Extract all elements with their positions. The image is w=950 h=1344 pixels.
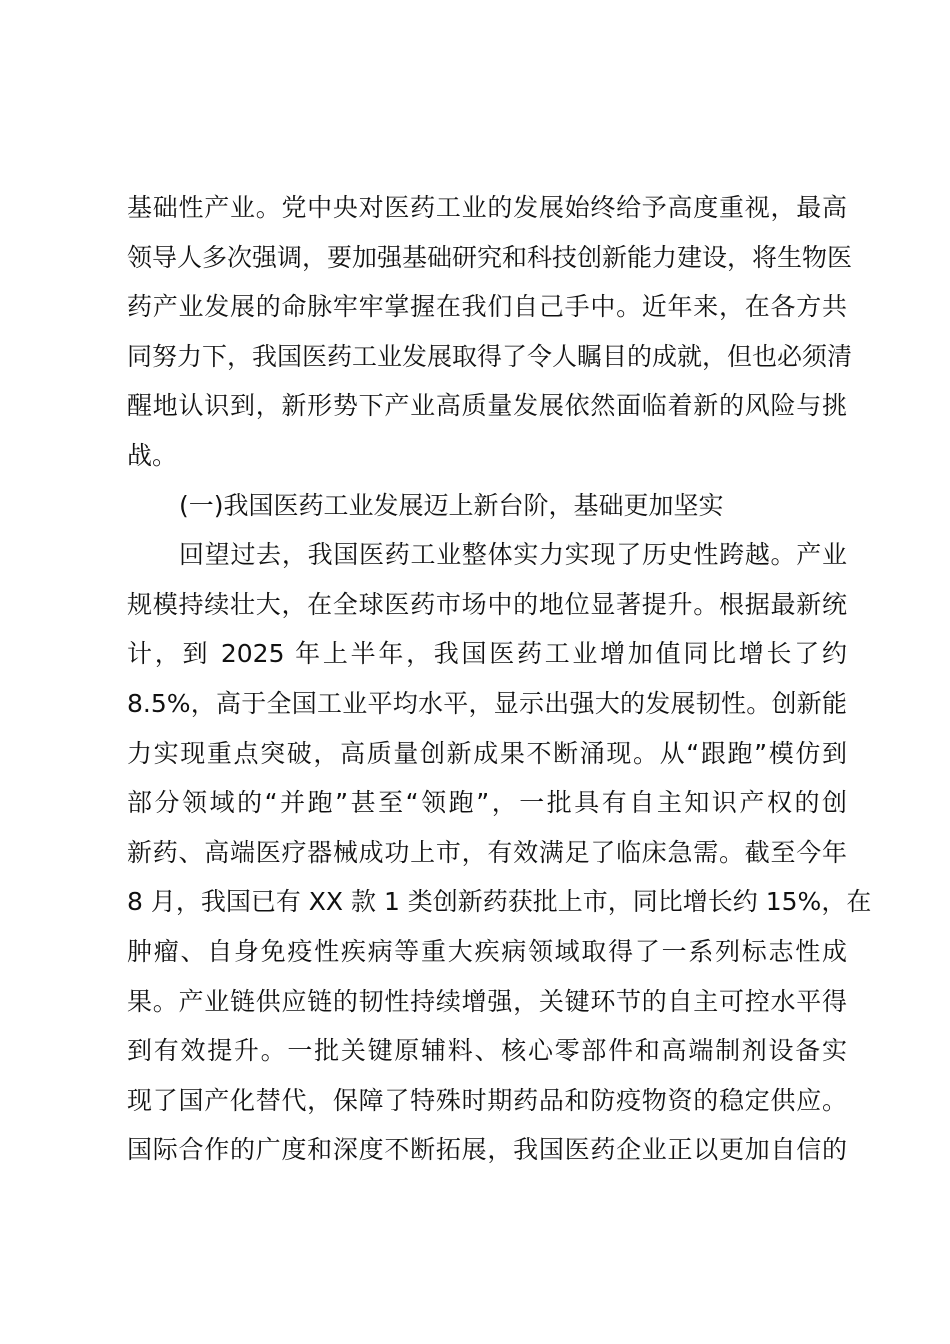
text-line: 新药、高端医疗器械成功上市，有效满足了临床急需。截至今年 (127, 837, 847, 867)
text-line: 到有效提升。一批关键原辅料、核心零部件和高端制剂设备实 (127, 1036, 847, 1066)
text-line: 国际合作的广度和深度不断拓展，我国医药企业正以更加自信的 (127, 1135, 847, 1165)
text-line: 回望过去，我国医药工业整体实力实现了历史性跨越。产业 (179, 540, 847, 570)
text-line: 基础性产业。党中央对医药工业的发展始终给予高度重视，最高 (127, 193, 847, 222)
text-line: 计，到 2025 年上半年，我国医药工业增加值同比增长了约 (127, 639, 847, 669)
text-line: 8 月，我国已有 XX 款 1 类创新药获批上市，同比增长约 15%，在 (127, 887, 872, 917)
text-line: 8.5%，高于全国工业平均水平，显示出强大的发展韧性。创新能 (127, 688, 847, 718)
text-line: 部分领域的“并跑”甚至“领跑”，一批具有自主知识产权的创 (127, 788, 847, 818)
text-line: 领导人多次强调，要加强基础研究和科技创新能力建设，将生物医 (127, 242, 853, 272)
text-line: 肿瘤、自身免疫性疾病等重大疾病领域取得了一系列标志性成 (127, 936, 847, 966)
text-line: 规模持续壮大，在全球医药市场中的地位显著提升。根据最新统 (127, 589, 847, 619)
body-text (127, 183, 872, 1175)
text-line: 果。产业链供应链的韧性持续增强，关键环节的自主可控水平得 (127, 986, 847, 1016)
section-heading: (一)我国医药工业发展迈上新台阶，基础更加坚实 (179, 490, 724, 520)
text-line: 同努力下，我国医药工业发展取得了令人瞩目的成就，但也必须清 (127, 341, 853, 371)
text-line: 现了国产化替代，保障了特殊时期药品和防疫物资的稳定供应。 (127, 1085, 847, 1115)
text-line: 药产业发展的命脉牢牢掌握在我们自己手中。近年来，在各方共 (127, 292, 847, 322)
text-line: 力实现重点突破，高质量创新成果不断涌现。从“跟跑”模仿到 (127, 738, 847, 768)
text-line: 醒地认识到，新形势下产业高质量发展依然面临着新的风险与挑 (127, 391, 847, 421)
text-line: 战。 (127, 440, 178, 470)
